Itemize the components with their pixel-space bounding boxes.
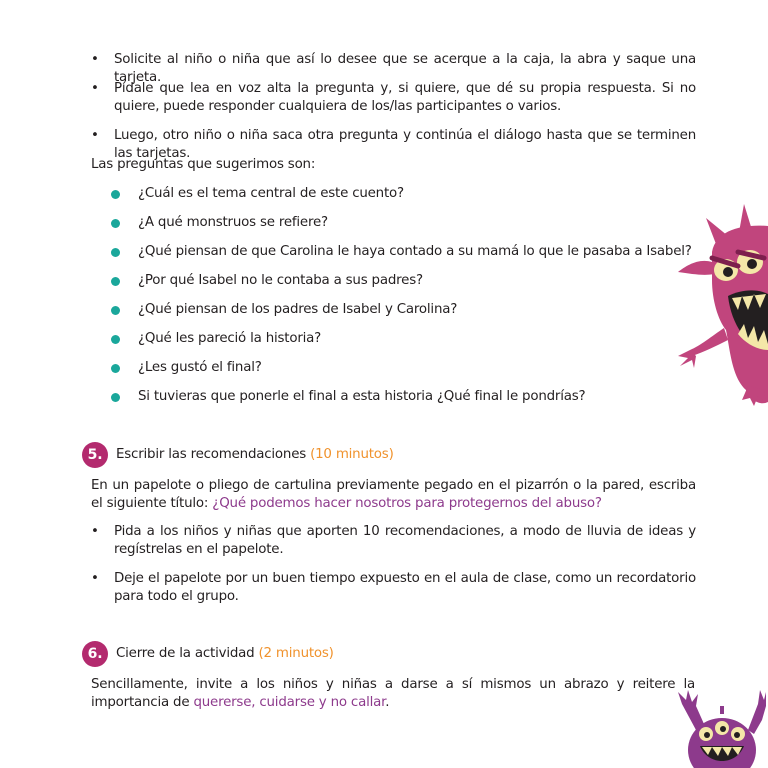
bullet-text: Luego, otro niño o niña saca otra pregunta y continúa el diálogo hasta que se terminen las tarjetas. xyxy=(114,128,696,161)
section-6-text xyxy=(91,676,695,712)
section-number-badge: 6. xyxy=(82,641,108,667)
teal-bullet-icon xyxy=(111,335,120,344)
monster-body xyxy=(678,204,768,406)
teal-bullet-icon xyxy=(111,219,120,228)
question-text: ¿Qué piensan de los padres de Isabel y Carolina? xyxy=(138,302,458,317)
bullet-item xyxy=(91,570,696,606)
monster-illustration-icon xyxy=(672,200,768,406)
teal-bullet-icon xyxy=(111,364,120,373)
question-text: ¿Qué les pareció la historia? xyxy=(138,331,322,346)
bullet-marker: • xyxy=(91,52,99,67)
question-text: ¿Les gustó el final? xyxy=(138,360,262,375)
bullet-item xyxy=(91,127,696,161)
bullet-text: Solicite al niño o niña que así lo desee que se acerque a la caja, la abra y saque una tarjeta. xyxy=(114,52,696,85)
bullet-marker: • xyxy=(91,524,99,539)
question-text: ¿Qué piensan de que Carolina le haya contado a su mamá lo que le pasaba a Isabel? xyxy=(138,244,692,259)
section-5-intro xyxy=(91,477,696,513)
question-text: ¿Por qué Isabel no le contaba a sus padres? xyxy=(138,273,423,288)
teal-bullet-icon xyxy=(111,306,120,315)
section-6-text-after: . xyxy=(385,695,390,710)
section-5-highlight: ¿Qué podemos hacer nosotros para protegernos del abuso? xyxy=(212,496,602,511)
questions-intro: Las preguntas que sugerimos son: xyxy=(91,157,316,172)
section-5-intro-text: En un papelote o pliego de cartulina previamente pegado en el pizarrón o la pared, escriba el siguiente título: xyxy=(91,478,696,511)
teal-bullet-icon xyxy=(111,277,120,286)
section-number-badge: 5. xyxy=(82,442,108,468)
teal-bullet-icon xyxy=(111,248,120,257)
bullet-marker: • xyxy=(91,128,99,143)
bullet-marker: • xyxy=(91,571,99,586)
monster-illustration-icon xyxy=(676,684,768,768)
question-text: Si tuvieras que ponerle el final a esta historia ¿Qué final le pondrías? xyxy=(138,389,586,404)
question-text: ¿A qué monstruos se refiere? xyxy=(138,215,328,230)
bullet-text: Pídale que lea en voz alta la pregunta y, si quiere, que dé su propia respuesta. Si no quiere, puede responder cualquiera de los/las participantes o varios. xyxy=(114,81,696,114)
teal-bullet-icon xyxy=(111,190,120,199)
section-title-text: Escribir las recomendaciones xyxy=(116,447,307,462)
question-text: ¿Cuál es el tema central de este cuento? xyxy=(138,186,404,201)
section-6-highlight: quererse, cuidarse y no callar xyxy=(193,695,386,710)
monster-body xyxy=(678,690,766,768)
bullet-item xyxy=(91,523,696,559)
bullet-text: Deje el papelote por un buen tiempo expuesto en el aula de clase, como un recordatorio para todo el grupo. xyxy=(114,571,696,604)
section-title-text: Cierre de la actividad xyxy=(116,646,255,661)
teal-bullet-icon xyxy=(111,393,120,402)
bullet-text: Pida a los niños y niñas que aporten 10 recomendaciones, a modo de lluvia de ideas y regístrelas en el papelote. xyxy=(114,524,696,557)
section-6-text-before: Sencillamente, invite a los niños y niñas a darse a sí mismos un abrazo y reitere la importancia de xyxy=(91,677,695,710)
section-title xyxy=(116,446,394,464)
bullet-item xyxy=(91,80,696,116)
bullet-item xyxy=(91,51,696,85)
section-time: (2 minutos) xyxy=(258,646,334,661)
section-title xyxy=(116,645,334,663)
section-time: (10 minutos) xyxy=(310,447,394,462)
bullet-marker: • xyxy=(91,81,99,96)
